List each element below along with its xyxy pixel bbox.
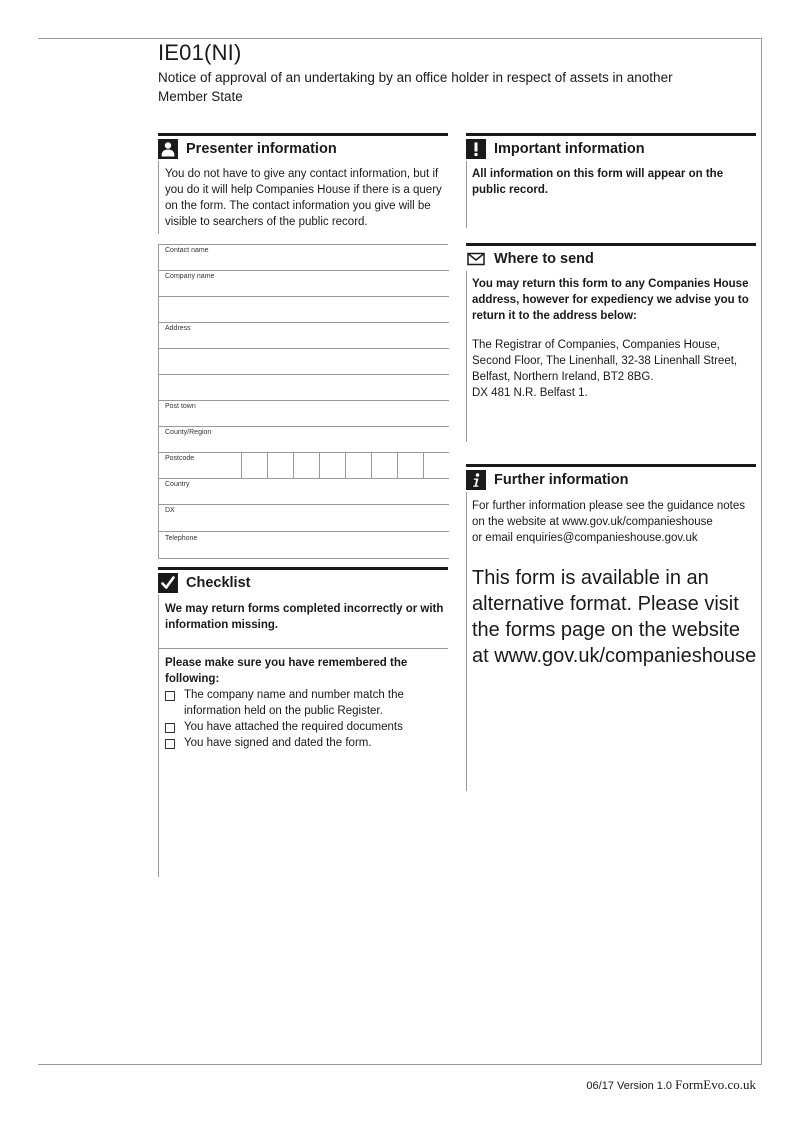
bottom-rule (38, 1064, 761, 1065)
checklist-body (165, 655, 448, 751)
address-line: Belfast, Northern Ireland, BT2 8BG. (472, 371, 654, 383)
address-field[interactable] (158, 322, 449, 349)
country-label: Country (165, 481, 190, 488)
checklist-item-label: You have signed and dated the form. (184, 737, 372, 749)
checklist-left-rule (158, 595, 159, 877)
person-icon (158, 139, 178, 159)
checklist-item[interactable] (165, 735, 448, 751)
further-line: on the website at www.gov.uk/companieshouse (472, 516, 713, 528)
presenter-intro: You do not have to give any contact information, but if you do it will help Companies House if there is a query on the form. The contact information you give will be visible to searchers of the public record. (165, 168, 442, 228)
checklist-warning: We may return forms completed incorrectly or with information missing. (165, 603, 444, 631)
telephone-field[interactable] (158, 532, 449, 559)
dx-field[interactable] (158, 504, 449, 532)
postcode-box[interactable] (319, 452, 345, 478)
contact-name-label: Contact name (165, 247, 209, 254)
checklist-item[interactable] (165, 687, 448, 719)
further-line: For further information please see the guidance notes (472, 500, 745, 512)
checkmark-icon (158, 573, 178, 593)
checklist-item[interactable] (165, 719, 448, 735)
country-field[interactable] (158, 478, 449, 505)
postcode-box[interactable] (423, 452, 449, 478)
postcode-box[interactable] (267, 452, 293, 478)
further-text (472, 498, 758, 546)
further-line: or email enquiries@companieshouse.gov.uk (472, 532, 698, 544)
presenter-heading-label: Presenter information (186, 140, 337, 157)
telephone-label: Telephone (165, 535, 198, 542)
postcode-label: Postcode (165, 455, 195, 462)
important-text: All information on this form will appear on the public record. (472, 168, 724, 196)
county-region-label: County/Region (165, 429, 212, 436)
address-line: Second Floor, The Linenhall, 32-38 Linenhall Street, (472, 355, 738, 367)
checklist-heading-label: Checklist (186, 574, 251, 591)
checkbox[interactable] (165, 691, 175, 701)
checklist-prompt: Please make sure you have remembered the following: (165, 657, 408, 685)
right-rule (761, 38, 762, 1065)
important-heading-label: Important information (494, 140, 645, 157)
postcode-box[interactable] (293, 452, 319, 478)
post-town-label: Post town (165, 403, 196, 410)
form-title: Notice of approval of an undertaking by an office holder in respect of assets in another Member State (158, 70, 673, 104)
important-heading (466, 133, 756, 161)
company-name-field-line-2[interactable] (158, 296, 449, 323)
address-line: DX 481 N.R. Belfast 1. (472, 387, 588, 399)
dx-label: DX (165, 507, 175, 514)
where-to-send-left-rule (466, 271, 467, 442)
exclamation-icon (466, 139, 486, 159)
presenter-left-rule (158, 161, 159, 234)
checklist-item-label: The company name and number match the information held on the public Register. (184, 689, 404, 717)
top-rule (38, 38, 761, 39)
info-icon (466, 470, 486, 490)
postcode-box[interactable] (371, 452, 397, 478)
contact-name-field[interactable] (158, 244, 449, 271)
further-left-rule (466, 492, 467, 791)
where-to-send-address (472, 337, 758, 401)
where-to-send-heading-label: Where to send (494, 250, 594, 267)
postcode-box[interactable] (241, 452, 267, 478)
post-town-field[interactable] (158, 400, 449, 427)
form-code: IE01(NI) (158, 40, 242, 65)
address-label: Address (165, 325, 191, 332)
county-region-field[interactable] (158, 426, 449, 453)
checklist-heading (158, 567, 448, 595)
checkbox[interactable] (165, 739, 175, 749)
further-heading (466, 464, 756, 492)
presenter-heading (158, 133, 448, 161)
alternative-format-notice: This form is available in an alternative format. Please visit the forms page on the website at www.gov.uk/companieshouse (472, 567, 757, 667)
where-to-send-heading (466, 243, 756, 271)
company-name-field[interactable] (158, 270, 449, 297)
address-line: The Registrar of Companies, Companies House, (472, 339, 721, 351)
footer (560, 1077, 756, 1093)
company-name-label: Company name (165, 273, 215, 280)
address-field-line-3[interactable] (158, 374, 449, 401)
envelope-icon (466, 249, 486, 269)
checklist-item-label: You have attached the required documents (184, 721, 403, 733)
postcode-box[interactable] (345, 452, 371, 478)
checkbox[interactable] (165, 723, 175, 733)
postcode-box[interactable] (397, 452, 423, 478)
postcode-field[interactable] (158, 452, 449, 479)
brand-label: FormEvo.co.uk (675, 1077, 756, 1092)
important-left-rule (466, 161, 467, 228)
further-heading-label: Further information (494, 471, 629, 488)
address-field-line-2[interactable] (158, 348, 449, 375)
version-label: 06/17 Version 1.0 (586, 1080, 673, 1092)
where-to-send-intro: You may return this form to any Companies House address, however for expediency we advise you to return it to the address below: (472, 278, 749, 322)
checklist-divider (158, 648, 448, 649)
